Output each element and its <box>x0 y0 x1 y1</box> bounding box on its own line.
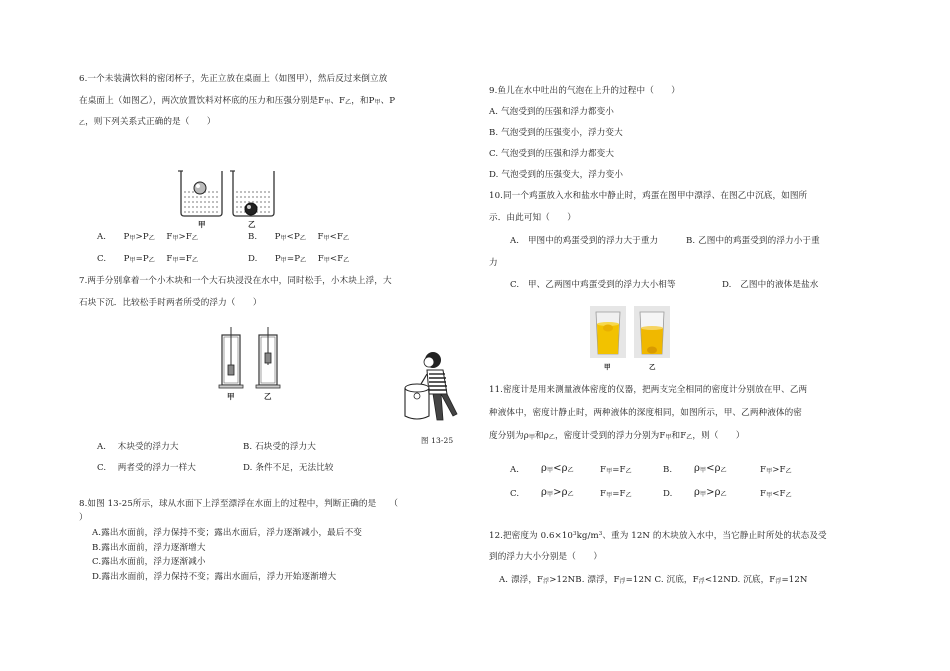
q11-option-d-f: F甲<F乙 <box>760 489 792 499</box>
q11-option-b-f: F甲>F乙 <box>760 465 792 475</box>
q8-option-c: C.露出水面前，浮力逐渐减小 <box>92 557 206 567</box>
q10-option-c: C. 甲、乙两图中鸡蛋受到的浮力大小相等 <box>510 280 676 290</box>
q6-line2: 在桌面上（如图乙），两次放置饮料对杯底的压力和压强分别是F甲、F乙，和P甲、P <box>79 96 396 106</box>
q6-label-yi: 乙 <box>248 220 256 229</box>
q6-beakers-figure <box>175 168 285 218</box>
egg-yi <box>647 347 657 354</box>
q8-option-a: A.露出水面前，浮力保持不变；露出水面后，浮力逐渐减小，最后不变 <box>92 528 362 538</box>
q7-option-c: C. 两者受的浮力一样大 <box>97 463 196 473</box>
q10-line1: 10.同一个鸡蛋放入水和盐水中静止时，鸡蛋在图甲中漂浮、在图乙中沉底，如图所 <box>489 191 808 201</box>
q12-line2: 到的浮力大小分别是（ ） <box>489 552 603 562</box>
q11-option-a-rho: ρ甲<ρ乙 <box>541 463 574 474</box>
q11-line1: 11.密度计是用来测量液体密度的仪器，把两支完全相同的密度计分别放在甲、乙两 <box>489 385 808 395</box>
q6-option-a: A. P甲>P乙 F甲>F乙 <box>97 232 199 242</box>
q10-option-b-cont: 力 <box>489 258 498 268</box>
q6-option-d: D. P甲=P乙 F甲<F乙 <box>248 254 350 264</box>
q11-option-a-letter: A. <box>510 465 520 475</box>
q10-option-a: A. 甲图中的鸡蛋受到的浮力大于重力 <box>510 236 659 246</box>
q12-line1: 12.把密度为 $0.6\times 10^3kg/m^3$、重为 12N 的木块放入水中，当它静止时所处的状态及受 <box>489 531 827 541</box>
q10-label-yi: 乙 <box>649 363 656 371</box>
q9-option-d: D. 气泡受到的压强变大，浮力变小 <box>489 170 624 180</box>
q9-line1: 9.鱼儿在水中吐出的气泡在上升的过程中（ ） <box>489 86 680 96</box>
q6-line1: 6.一个未装满饮料的密闭杯子，先正立放在桌面上（如图甲），然后反过来倒立放 <box>79 74 388 84</box>
q11-option-a-f: F甲=F乙 <box>600 465 632 475</box>
q6-line3: 乙，则下列关系式正确的是（ ） <box>79 117 216 127</box>
q7-label-yi: 乙 <box>264 392 272 401</box>
ball-yi <box>245 203 257 215</box>
q10-line2: 示．由此可知（ ） <box>489 213 576 223</box>
object-jia <box>228 365 234 375</box>
q8-line1: 8.如图 13-25所示，球从水面下上浮至漂浮在水面上的过程中，判断正确的是 （ <box>79 499 399 509</box>
q9-option-c: C. 气泡受到的压强和浮力都变大 <box>489 149 615 159</box>
q9-option-a: A. 气泡受到的压强和浮力都变小 <box>489 107 614 117</box>
q10-option-b: B. 乙图中的鸡蛋受到的浮力小于重 <box>686 236 820 246</box>
q12-options: A. 漂浮，F浮>12NB. 漂浮，F浮=12N C. 沉底，F浮<12ND. 沉底，F浮=12N <box>499 575 808 585</box>
figure-13-25-person-tank <box>403 350 465 428</box>
ball-jia <box>194 182 206 194</box>
q6-label-jia: 甲 <box>198 220 206 229</box>
q8-line2: ） <box>79 513 88 523</box>
q7-option-a: A. 木块受的浮力大 <box>97 442 179 452</box>
q6-option-b: B. P甲<P乙 F甲<F乙 <box>248 232 350 242</box>
q7-label-jia: 甲 <box>227 392 235 401</box>
figure-13-25-caption: 图 13-25 <box>421 436 454 445</box>
q11-option-b-letter: B. <box>663 465 673 475</box>
tank-rim <box>405 384 429 392</box>
q7-cylinders-figure <box>214 325 289 390</box>
q7-option-d: D. 条件不足，无法比较 <box>243 463 334 473</box>
q7-option-b: B. 石块受的浮力大 <box>243 442 316 452</box>
q6-option-c: C. P甲=P乙 F甲=F乙 <box>97 254 199 264</box>
q8-option-d: D.露出水面前，浮力保持不变；露出水面后，浮力开始逐渐增大 <box>92 572 337 582</box>
q11-option-d-letter: D. <box>663 489 673 499</box>
q11-option-c-f: F甲=F乙 <box>600 489 632 499</box>
q11-option-b-rho: ρ甲<ρ乙 <box>694 463 727 474</box>
q10-label-jia: 甲 <box>604 363 611 371</box>
q7-line1: 7.两手分别拿着一个小木块和一个大石块浸没在水中，同时松手，小木块上浮，大 <box>79 276 392 286</box>
q10-egg-glasses-photo <box>590 306 670 361</box>
q7-line2: 石块下沉．比较松手时两者所受的浮力（ ） <box>79 298 262 308</box>
q9-option-b: B. 气泡受到的压强变小，浮力变大 <box>489 128 623 138</box>
egg-jia <box>603 325 613 332</box>
q11-option-c-rho: ρ甲>ρ乙 <box>541 487 574 498</box>
q8-option-b: B.露出水面前，浮力逐渐增大 <box>92 543 206 553</box>
object-yi <box>265 353 271 363</box>
q10-option-d: D. 乙图中的液体是盐水 <box>722 280 819 290</box>
q11-option-d-rho: ρ甲>ρ乙 <box>694 487 727 498</box>
q11-line2: 种液体中，密度计静止时，两种液体的深度相同，如图所示，甲、乙两种液体的密 <box>489 408 802 418</box>
q11-line3: 度分别为ρ甲和ρ乙，密度计受到的浮力分别为F甲和F乙，则（ ） <box>489 431 745 441</box>
q11-option-c-letter: C. <box>510 489 520 499</box>
